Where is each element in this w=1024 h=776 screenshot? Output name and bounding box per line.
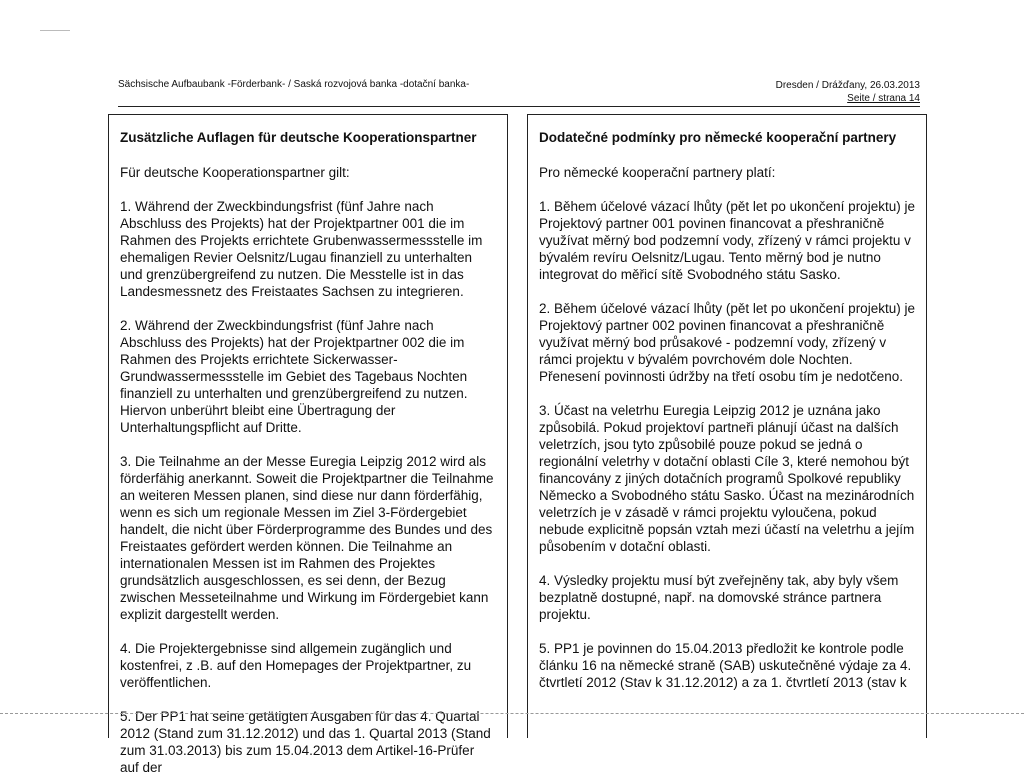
german-paragraph-4: 4. Die Projektergebnisse sind allgemein zugänglich und kostenfrei, z .B. auf den Homepages der Projektpartner, zu veröffentlichen. [120, 641, 472, 690]
place-date: Dresden / Drážďany, 26.03.2013 [775, 80, 920, 91]
page-number: Seite / strana 14 [847, 93, 920, 104]
date-page-header [776, 79, 920, 105]
german-paragraph-1: 1. Während der Zweckbindungsfrist (fünf Jahre nach Abschluss des Projekts) hat der Projektpartner 001 die im Rahmen des Projekts errichtete Grubenwassermessstelle im ehemaligen Revier Oelsnitz/Lugau finanziell zu unterhalten und grenzübergreifend zu nutzen. Die Messtelle ist in das Landesmessnetz des Freistaates Sachsen zu integrieren. [120, 199, 483, 299]
czech-paragraph-3: 3. Účast na veletrhu Euregia Leipzig 2012 je uznána jako způsobilá. Pokud projektoví partneři plánují účast na dalších veletrzích, jsou tyto způsobilé pouze pokud se jedná o regionální veletrhy v dotační oblasti Cíle 3, které nemohou být financovány z jiných dotačních programů Spolkové republiky Německo a Svobodného státu Sasko. Účast na mezinárodních veletrzích je v zásadě v rámci projektu vyloučena, pokud nebude explicitně popsán vztah mezi účastí na veletrhu a jejím působením v dotační oblasti. [539, 403, 915, 554]
scan-bottom-edge [0, 713, 1024, 714]
czech-paragraph-4: 4. Výsledky projektu musí být zveřejněny tak, aby byly všem bezplatně dostupné, např. na domovské stránce partnera projektu. [539, 573, 899, 622]
bank-name-header: Sächsische Aufbaubank -Förderbank- / Saská rozvojová banka -dotační banka- [118, 79, 470, 90]
german-paragraph-2: 2. Während der Zweckbindungsfrist (fünf Jahre nach Abschluss des Projekts) hat der Projektpartner 002 die im Rahmen des Projekts errichtete Sickerwasser-Grundwassermessstelle im Gebiet des Tagebaus Nochten finanziell zu unterhalten und grenzübergreifend zu nutzen. Hiervon unberührt bleibt eine Übertragung der Unterhaltungspflicht auf Dritte. [120, 318, 468, 435]
czech-column [527, 114, 927, 738]
scan-artifact [40, 30, 70, 31]
header-divider [118, 106, 920, 107]
german-paragraph-3: 3. Die Teilnahme an der Messe Euregia Leipzig 2012 wird als förderfähig anerkannt. Soweit die Projektpartner die Teilnahme an weiteren Messen planen, sind diese nur dann förderfähig, wenn es sich um regionale Messen im Ziel 3-Fördergebiet handelt, die nicht über Förderprogramme des Bundes und des Freistaates gefördert werden können. Die Teilnahme an internationalen Messen ist im Rahmen des Projektes grundsätzlich ausgeschlossen, es sei denn, der Bezug zwischen Messeteilnahme und Wirkung im Fördergebiet kann explizit dargestellt werden. [120, 454, 494, 622]
german-paragraph-5: 5. Der PP1 hat seine getätigten Ausgaben für das 4. Quartal 2012 (Stand zum 31.12.2012) und das 1. Quartal 2013 (Stand zum 31.03.2013) bis zum 15.04.2013 dem Artikel-16-Prüfer auf der [120, 709, 491, 775]
czech-paragraph-1: 1. Během účelové vázací lhůty (pět let po ukončení projektu) je Projektový partner 001 povinen financovat a přeshraničně využívat měrný bod podzemní vody, zřízený v rámci projektu v bývalém revíru Oelsnitz/Lugau. Tento měrný bod je nutno integrovat do měřicí sítě Svobodného státu Sasko. [539, 199, 915, 282]
czech-intro: Pro německé kooperační partnery platí: [539, 165, 776, 180]
german-intro: Für deutsche Kooperationspartner gilt: [120, 165, 350, 180]
czech-paragraph-2: 2. Během účelové vázací lhůty (pět let po ukončení projektu) je Projektový partner 002 povinen financovat a přeshraničně využívat měrný bod průsakové - podzemní vody, zřízený v rámci projektu v bývalém povrchovém dole Nochten. Přenesení povinnosti údržby na třetí osobu tím je nedotčeno. [539, 301, 915, 384]
german-section-title: Zusätzliche Auflagen für deutsche Kooperationspartner [120, 130, 477, 145]
german-column [108, 114, 508, 775]
czech-paragraph-5: 5. PP1 je povinnen do 15.04.2013 předložit ke kontrole podle článku 16 na německé straně (SAB) uskutečněné výdaje za 4. čtvrtletí 2012 (Stav k 31.12.2012) a za 1. čtvrtletí 2013 (stav k [539, 641, 912, 690]
czech-section-title: Dodatečné podmínky pro německé kooperační partnery [539, 130, 897, 145]
